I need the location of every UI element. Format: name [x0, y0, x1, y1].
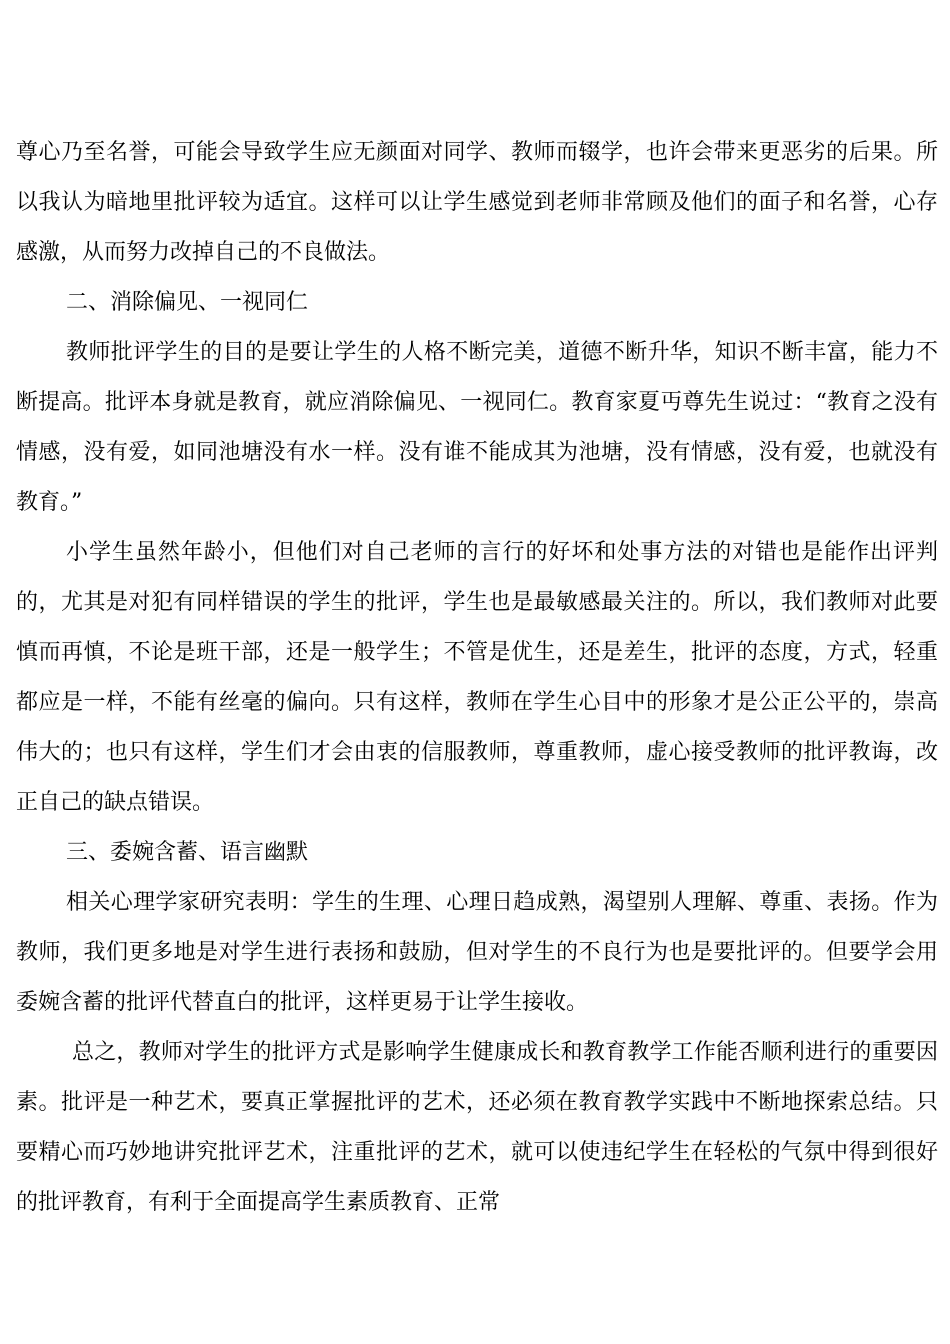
paragraph-continuation: 尊心乃至名誉，可能会导致学生应无颜面对同学、教师而辍学，也许会带来更恶劣的后果。所以我认为暗地里批评较为适宜。这样可以让学生感觉到老师非常顾及他们的面子和名誉，心存感激，从而努力改掉自己的不良做法。 — [16, 140, 938, 265]
paragraph-body: 相关心理学家研究表明：学生的生理、心理日趋成熟，渴望别人理解、尊重、表扬。作为教师，我们更多地是对学生进行表扬和鼓励，但对学生的不良行为也是要批评的。但要学会用委婉含蓄的批评代替直白的批评，这样更易于让学生接收。 — [16, 890, 938, 1015]
paragraph-conclusion: 总之，教师对学生的批评方式是影响学生健康成长和教育教学工作能否顺利进行的重要因素。批评是一种艺术，要真正掌握批评的艺术，还必须在教育教学实践中不断地探索总结。只要精心而巧妙地讲究批评艺术，注重批评的艺术，就可以使违纪学生在轻松的气氛中得到很好的批评教育，有利于全面提高学生素质教育、正常 — [16, 1040, 938, 1215]
paragraph-body: 小学生虽然年龄小，但他们对自己老师的言行的好坏和处事方法的对错也是能作出评判的，尤其是对犯有同样错误的学生的批评，学生也是最敏感最关注的。所以，我们教师对此要慎而再慎，不论是班干部，还是一般学生；不管是优生，还是差生，批评的态度，方式，轻重都应是一样，不能有丝毫的偏向。只有这样，教师在学生心目中的形象才是公正公平的，崇高伟大的；也只有这样，学生们才会由衷的信服教师，尊重教师，虚心接受教师的批评教诲，改正自己的缺点错误。 — [16, 540, 938, 815]
paragraph-body: 教师批评学生的目的是要让学生的人格不断完美，道德不断升华，知识不断丰富，能力不断提高。批评本身就是教育，就应消除偏见、一视同仁。教育家夏丏尊先生说过：“教育之没有情感，没有爱，如同池塘没有水一样。没有谁不能成其为池塘，没有情感，没有爱，也就没有教育。” — [16, 340, 938, 515]
section-heading-2: 二、消除偏见、一视同仁 — [66, 290, 309, 315]
section-heading-3: 三、委婉含蓄、语言幽默 — [66, 840, 309, 865]
document-body — [16, 128, 938, 1228]
